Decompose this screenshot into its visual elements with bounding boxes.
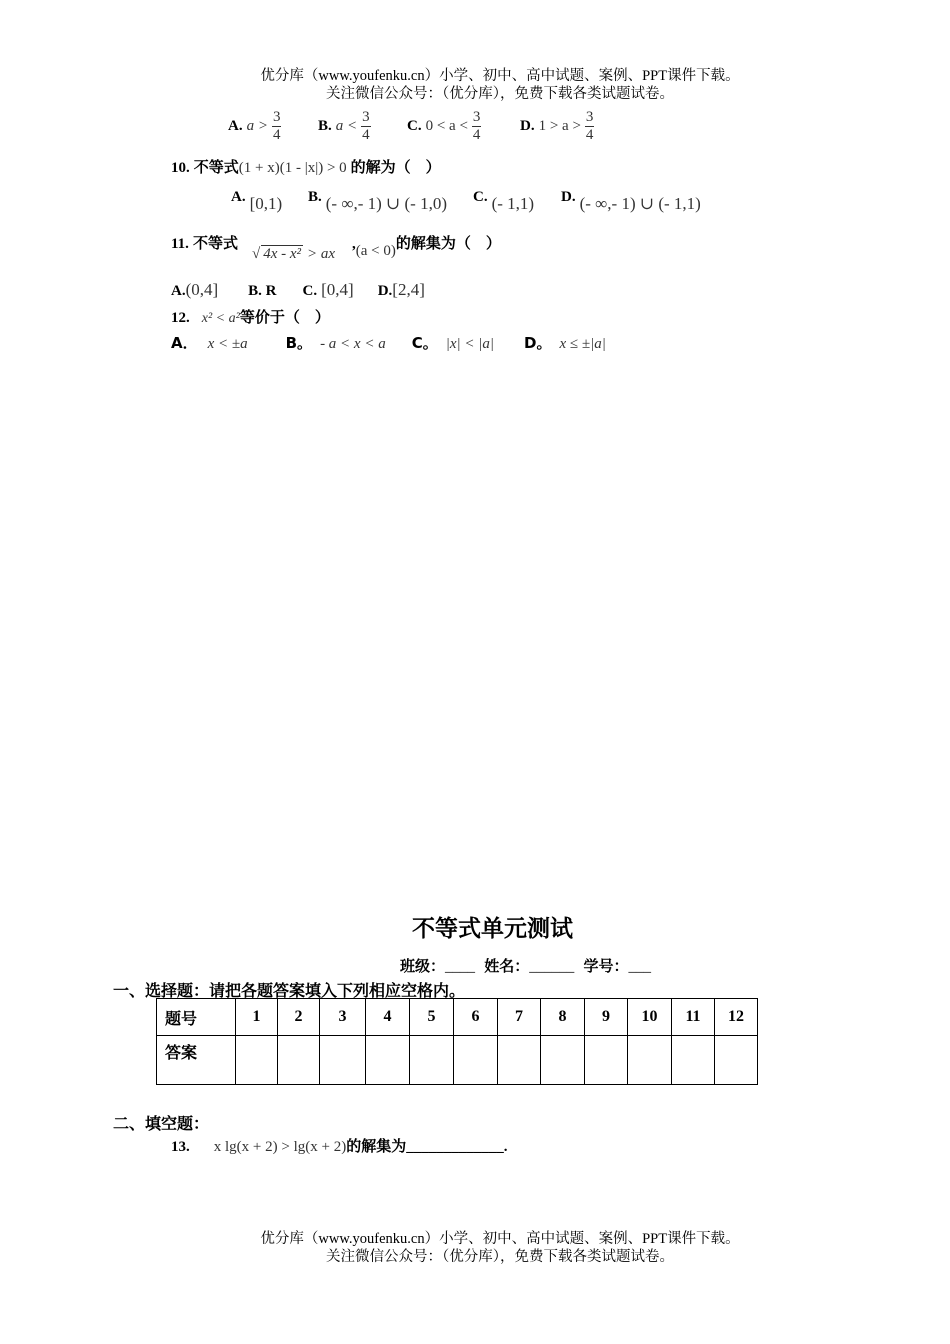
table-number-cell: 11 — [672, 999, 715, 1036]
q12-suffix: 等价于（ ） — [239, 308, 330, 326]
q10-a-label: A. — [231, 189, 246, 205]
table-number-cell: 1 — [236, 999, 278, 1036]
q13-line — [171, 1135, 507, 1156]
table-number-cell: 2 — [278, 999, 320, 1036]
q10-number: 10. — [171, 160, 190, 176]
q10-option-d — [561, 186, 701, 213]
q9-c-frac — [472, 109, 482, 144]
q11-cond-wrap — [352, 232, 501, 259]
table-row-answers — [157, 1036, 758, 1085]
q12-number: 12. — [171, 310, 190, 326]
answer-table — [156, 998, 758, 1085]
answer-cell-9[interactable] — [585, 1036, 628, 1085]
q9-a-lhs: a > — [246, 118, 268, 135]
name-blank: ______ — [529, 959, 575, 975]
q9-options — [228, 109, 281, 144]
q9-option-b — [318, 109, 371, 144]
q9-d-label: D. — [520, 118, 535, 135]
section-1-heading: 一、选择题：请把各题答案填入下列相应空格内。 — [113, 981, 466, 1000]
q11-d-label: D. — [377, 283, 393, 299]
q10-stem — [171, 156, 441, 177]
q12-a-val: x < ±a — [207, 336, 248, 352]
q9-d-num: 3 — [585, 109, 594, 125]
q11-rhs: > ax — [307, 246, 336, 262]
q11-a-label: A. — [171, 283, 186, 299]
q11-number: 11. — [171, 236, 189, 252]
q10-d-val: (- ∞,- 1) ∪ (- 1,1) — [579, 194, 701, 213]
table-number-cell: 12 — [715, 999, 758, 1036]
q9-a-label: A. — [228, 118, 243, 135]
table-number-cell: 4 — [366, 999, 410, 1036]
q11-stem — [171, 232, 238, 253]
header-line-2: 关注微信公众号：（优分库），免费下载各类试题试卷。 — [326, 86, 674, 102]
answer-cell-12[interactable] — [715, 1036, 758, 1085]
q10-c-val: (- 1,1) — [491, 194, 535, 213]
name-label: 姓名： — [484, 957, 530, 975]
q10-a-val: [0,1) — [249, 194, 283, 213]
table-number-cell: 8 — [541, 999, 585, 1036]
class-label: 班级： — [400, 957, 446, 975]
q9-c-label: C. — [407, 118, 422, 135]
table-row-numbers — [157, 999, 758, 1036]
answer-cell-7[interactable] — [498, 1036, 541, 1085]
q9-d-frac — [585, 109, 595, 144]
q10-option-b — [308, 186, 448, 213]
header-line-1: 优分库（www.youfenku.cn）小学、初中、高中试题、案例、PPT课件下载。 — [260, 68, 740, 84]
answer-cell-2[interactable] — [278, 1036, 320, 1085]
q10-expr: (1 + x)(1 - |x|) > 0 — [238, 160, 347, 176]
table-number-cell: 9 — [585, 999, 628, 1036]
q11-options — [171, 280, 425, 300]
answer-cell-5[interactable] — [410, 1036, 454, 1085]
q12-c-label: C。 — [411, 334, 438, 352]
q10-d-label: D. — [561, 189, 576, 205]
q9-b-lhs: a < — [335, 118, 358, 135]
q10-option-c — [473, 186, 535, 213]
q11-expr: √ 4x - x² > ax — [252, 246, 336, 262]
q12-b-label: B。 — [285, 334, 313, 352]
q13-number: 13. — [171, 1139, 190, 1155]
q9-c-lhs: 0 < a < — [425, 118, 468, 135]
q13-end: . — [503, 1139, 508, 1155]
q10-b-val: (- ∞,- 1) ∪ (- 1,0) — [325, 194, 448, 213]
q12-d-label: D。 — [524, 334, 552, 352]
q11-prefix: 不等式 — [192, 234, 238, 252]
table-number-cell: 7 — [498, 999, 541, 1036]
q9-c-den: 4 — [472, 127, 481, 143]
footer-line-2: 关注微信公众号：（优分库），免费下载各类试题试卷。 — [326, 1249, 674, 1265]
table-number-cell: 3 — [320, 999, 366, 1036]
q9-a-frac — [272, 109, 282, 144]
q9-b-den: 4 — [362, 127, 370, 143]
q12-d-val: x ≤ ±|a| — [559, 336, 606, 352]
answer-cell-3[interactable] — [320, 1036, 366, 1085]
answer-cell-11[interactable] — [672, 1036, 715, 1085]
answer-cell-1[interactable] — [236, 1036, 278, 1085]
q9-option-c — [407, 109, 481, 144]
q11-suffix: 的解集为（ ） — [395, 234, 501, 252]
test-title: 不等式单元测试 — [412, 916, 573, 942]
q12-b-val: - a < x < a — [320, 336, 386, 352]
q13-suffix: 的解集为 — [346, 1137, 407, 1155]
student-info-line — [400, 955, 651, 976]
q13-expr: x lg(x + 2) > lg(x + 2) — [213, 1139, 347, 1155]
q11-d-val: [2,4] — [392, 280, 425, 299]
q9-a-den: 4 — [272, 127, 281, 143]
q9-b-frac — [361, 109, 371, 144]
q9-d-lhs: 1 > a > — [538, 118, 581, 135]
q12-stem — [171, 306, 330, 327]
q9-c-num: 3 — [472, 109, 481, 125]
id-label: 学号： — [583, 957, 629, 975]
answer-cell-10[interactable] — [628, 1036, 672, 1085]
q13-blank: _____________ — [406, 1139, 504, 1155]
id-blank: ___ — [628, 959, 652, 975]
table-row2-label: 答案 — [157, 1036, 236, 1085]
q10-b-label: B. — [308, 189, 322, 205]
q9-b-label: B. — [318, 118, 332, 135]
q11-cond: (a < 0) — [355, 243, 396, 259]
q10-option-a — [231, 186, 283, 213]
q10-prefix: 不等式 — [193, 158, 239, 176]
q11-c-label: C. — [302, 283, 318, 299]
table-row1-label: 题号 — [157, 999, 236, 1036]
q9-a-num: 3 — [272, 109, 281, 125]
q11-c-val: [0,4] — [321, 280, 354, 299]
class-blank: ____ — [445, 959, 476, 975]
footer-line-1: 优分库（www.youfenku.cn）小学、初中、高中试题、案例、PPT课件下载。 — [260, 1231, 740, 1247]
answer-cell-8[interactable] — [541, 1036, 585, 1085]
q12-c-val: |x| < |a| — [445, 336, 495, 352]
q11-sqrt-body: 4x - x² — [263, 246, 302, 262]
q12-options — [171, 332, 606, 353]
answer-cell-6[interactable] — [454, 1036, 498, 1085]
table-number-cell: 5 — [410, 999, 454, 1036]
answer-cell-4[interactable] — [366, 1036, 410, 1085]
q9-d-den: 4 — [585, 127, 594, 143]
q11-a-val: (0,4] — [185, 280, 219, 299]
section-2-heading: 二、填空题： — [113, 1114, 210, 1133]
q11-b-label: B. R — [248, 283, 277, 299]
q10-c-label: C. — [473, 189, 488, 205]
q10-suffix: 的解为（ ） — [350, 158, 441, 176]
q9-b-num: 3 — [362, 109, 370, 125]
q9-option-d — [520, 109, 594, 144]
q12-expr: x² < a² — [201, 311, 240, 326]
table-number-cell: 10 — [628, 999, 672, 1036]
table-number-cell: 6 — [454, 999, 498, 1036]
q11-comma: , — [352, 236, 356, 252]
q12-a-label: A． — [171, 334, 198, 352]
